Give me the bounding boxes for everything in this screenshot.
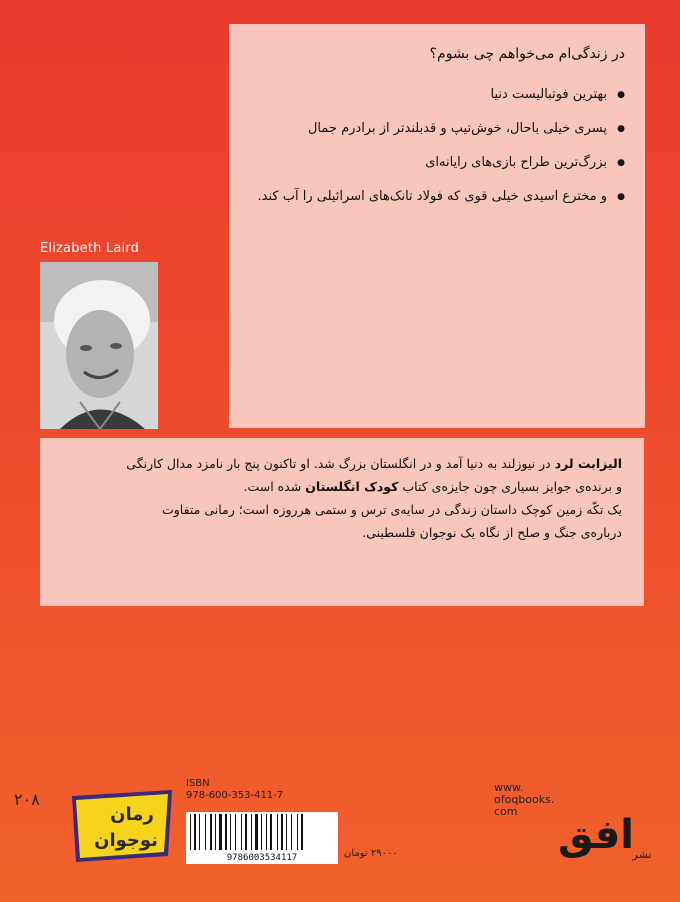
series-logo — [68, 786, 176, 864]
website-line: com — [494, 805, 518, 818]
bio-line: یک تکّه زمین کوچک داستان زندگی در سایه‌ی ترس و ستمی هرروزه است؛ رمانی متفاوت — [161, 502, 622, 517]
publisher-logo-text: افق — [558, 812, 634, 858]
isbn-block — [186, 778, 336, 802]
wish-item: ● و مخترع اسیدی خیلی قوی که فولاد تانک‌های اسرائیلی را آب کند. — [249, 186, 625, 208]
barcode — [186, 812, 338, 852]
bio-bold-text: کودک انگلستان — [305, 479, 399, 494]
bio-text: در نیوزلند به دنیا آمد و در انگلستان بزرگ شد. او تاکنون پنج بار نامزد مدال کارنگی — [126, 456, 555, 471]
bio-panel — [40, 438, 644, 606]
wish-item: ● پسری خیلی باحال، خوش‌تیپ و قدبلندتر از برادرم جمال — [249, 118, 625, 140]
bio-line: درباره‌ی جنگ و صلح از نگاه یک نوجوان فلسطینی. — [362, 525, 622, 540]
wish-item: ● بزرگ‌ترین طراح بازی‌های رایانه‌ای — [249, 152, 625, 174]
website-line: ofoqbooks. — [494, 793, 555, 806]
author-photo — [40, 262, 158, 429]
publisher-sub-text: نشر — [632, 848, 652, 861]
isbn-label: ISBN — [186, 778, 210, 789]
bio-line — [62, 475, 622, 498]
question-heading: در زندگی‌ام می‌خواهم چی بشوم؟ — [429, 46, 625, 62]
website-line: www. — [494, 781, 524, 794]
publisher-logo — [538, 796, 658, 866]
wish-item: ● بهترین فوتبالیست دنیا — [249, 84, 625, 106]
bio-line — [62, 452, 622, 475]
price: ۲۹۰۰۰ تومان — [344, 848, 398, 859]
page-count: ۲۰۸ — [14, 790, 40, 809]
bio-text: شده است. — [243, 479, 306, 494]
barcode-digits: 9786003534117 — [186, 852, 338, 864]
bio-text: و برنده‌ی جوایز بسیاری چون جایزه‌ی کتاب — [398, 479, 622, 494]
bio-author-name: الیزابت لرد — [554, 456, 622, 471]
author-name-label: Elizabeth Laird — [40, 241, 140, 256]
series-title-line1: رمان — [110, 804, 154, 825]
wish-list — [249, 84, 625, 208]
isbn-number: 978-600-353-411-7 — [186, 790, 284, 801]
wish-list-panel — [229, 24, 645, 428]
barcode-bars — [186, 812, 338, 852]
series-title-line2: نوجوان — [94, 830, 158, 851]
